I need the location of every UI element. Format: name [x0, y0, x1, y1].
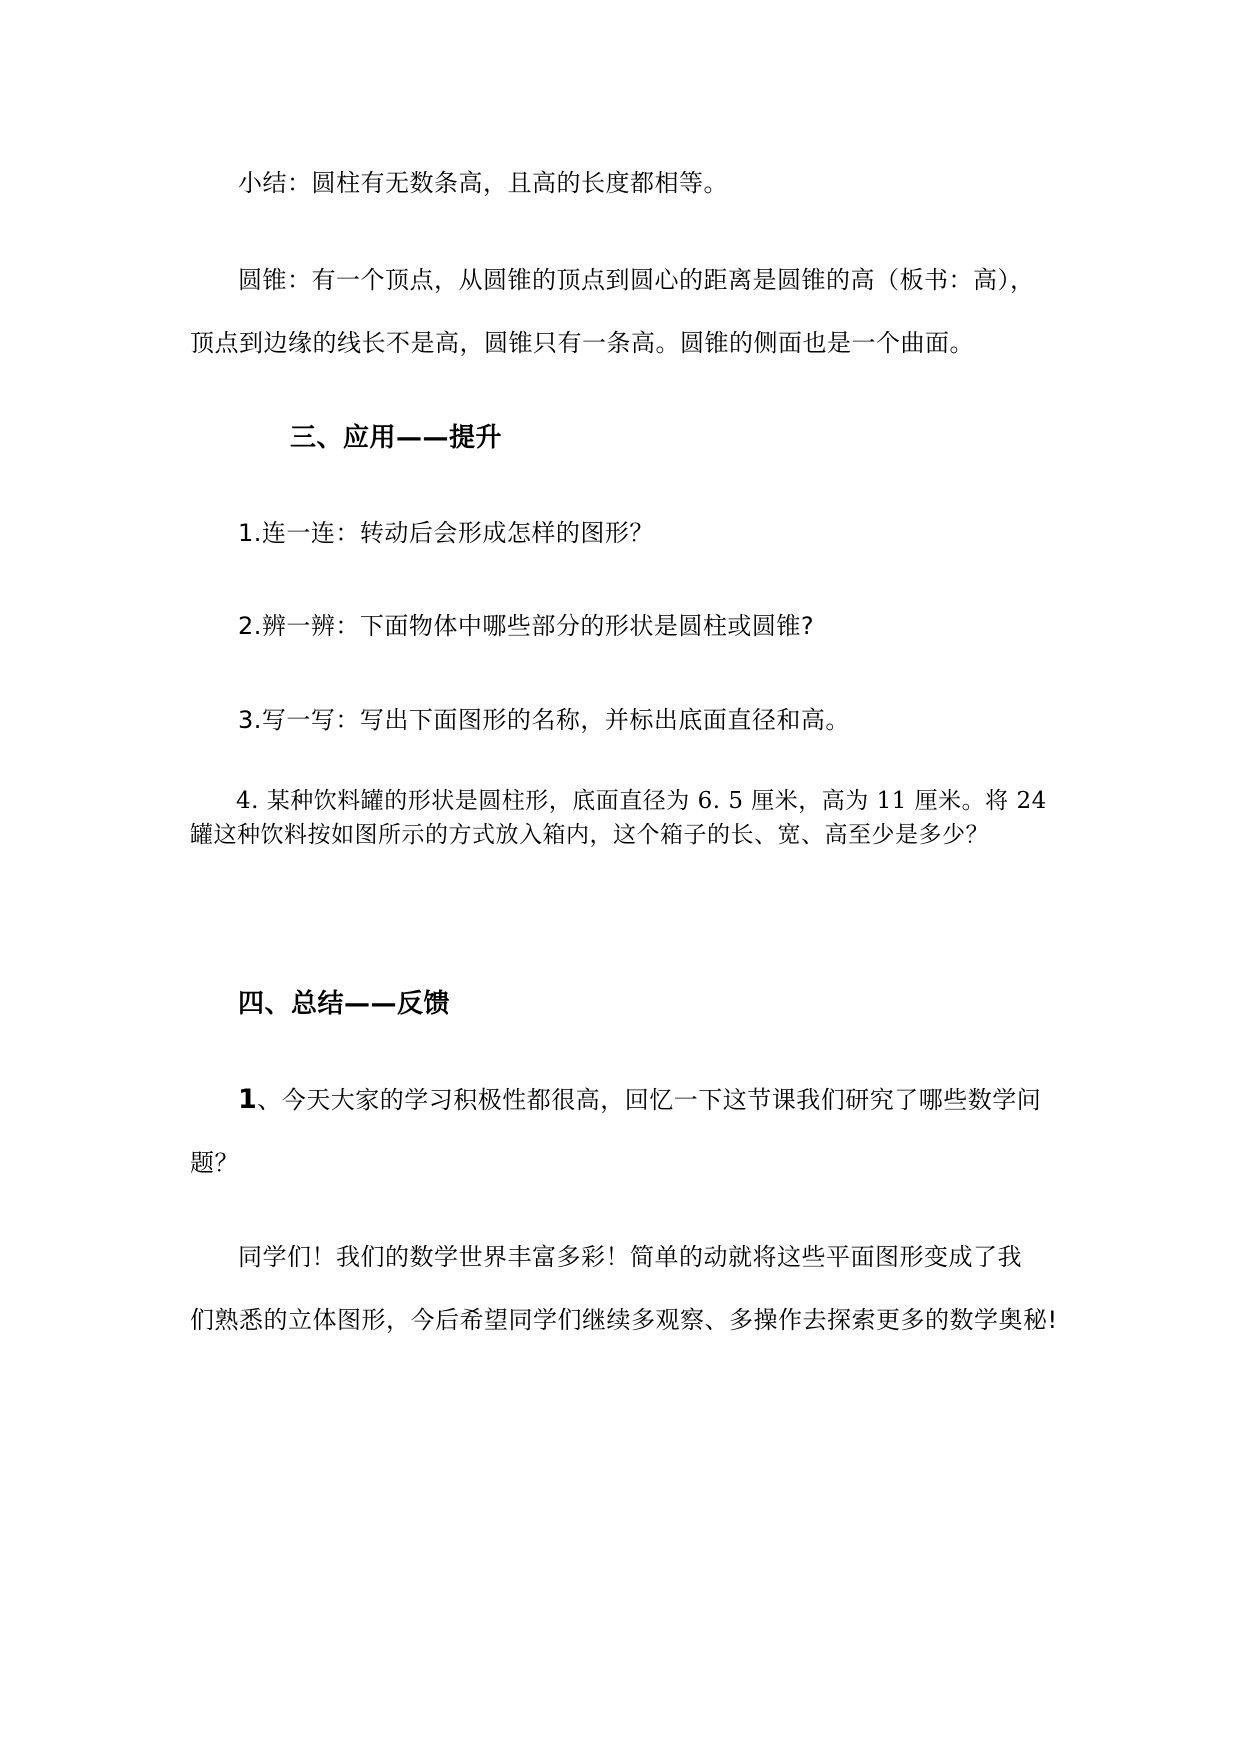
- question-2: 2.辨一辨：下面物体中哪些部分的形状是圆柱或圆锥?: [238, 612, 815, 640]
- section-four-heading: 四、总结——反馈: [238, 989, 451, 1019]
- summary-item-1-text: 、今天大家的学习积极性都很高，回忆一下这节课我们研究了哪些数学问: [257, 1086, 1042, 1114]
- summary-paragraph: 小结：圆柱有无数条高，且高的长度都相等。: [238, 169, 728, 197]
- closing-paragraph-line-1: 同学们！我们的数学世界丰富多彩！简单的动就将这些平面图形变成了我: [238, 1243, 1022, 1271]
- summary-item-1-line-1: [238, 1083, 1041, 1117]
- cone-paragraph-line-1: 圆锥：有一个顶点，从圆锥的顶点到圆心的距离是圆锥的高（板书：高），: [238, 266, 1035, 294]
- question-4-line-2: 罐这种饮料按如图所示的方式放入箱内，这个箱子的长、宽、高至少是多少？: [190, 822, 989, 848]
- summary-item-1-line-2: 题？: [190, 1149, 239, 1177]
- question-4-line-1: 4. 某种饮料罐的形状是圆柱形，底面直径为 6. 5 厘米，高为 11 厘米。将 24: [236, 788, 1047, 814]
- summary-item-1-number: 1: [238, 1084, 258, 1115]
- question-3: 3.写一写：写出下面图形的名称，并标出底面直径和高。: [238, 706, 850, 734]
- closing-paragraph-line-2: 们熟悉的立体图形，今后希望同学们继续多观察、多操作去探索更多的数学奥秘!: [190, 1306, 1058, 1334]
- question-1: 1.连一连：转动后会形成怎样的图形？: [238, 519, 654, 547]
- section-three-heading: 三、应用——提升: [290, 423, 503, 453]
- cone-paragraph-line-2: 顶点到边缘的线长不是高，圆锥只有一条高。圆锥的侧面也是一个曲面。: [190, 329, 974, 357]
